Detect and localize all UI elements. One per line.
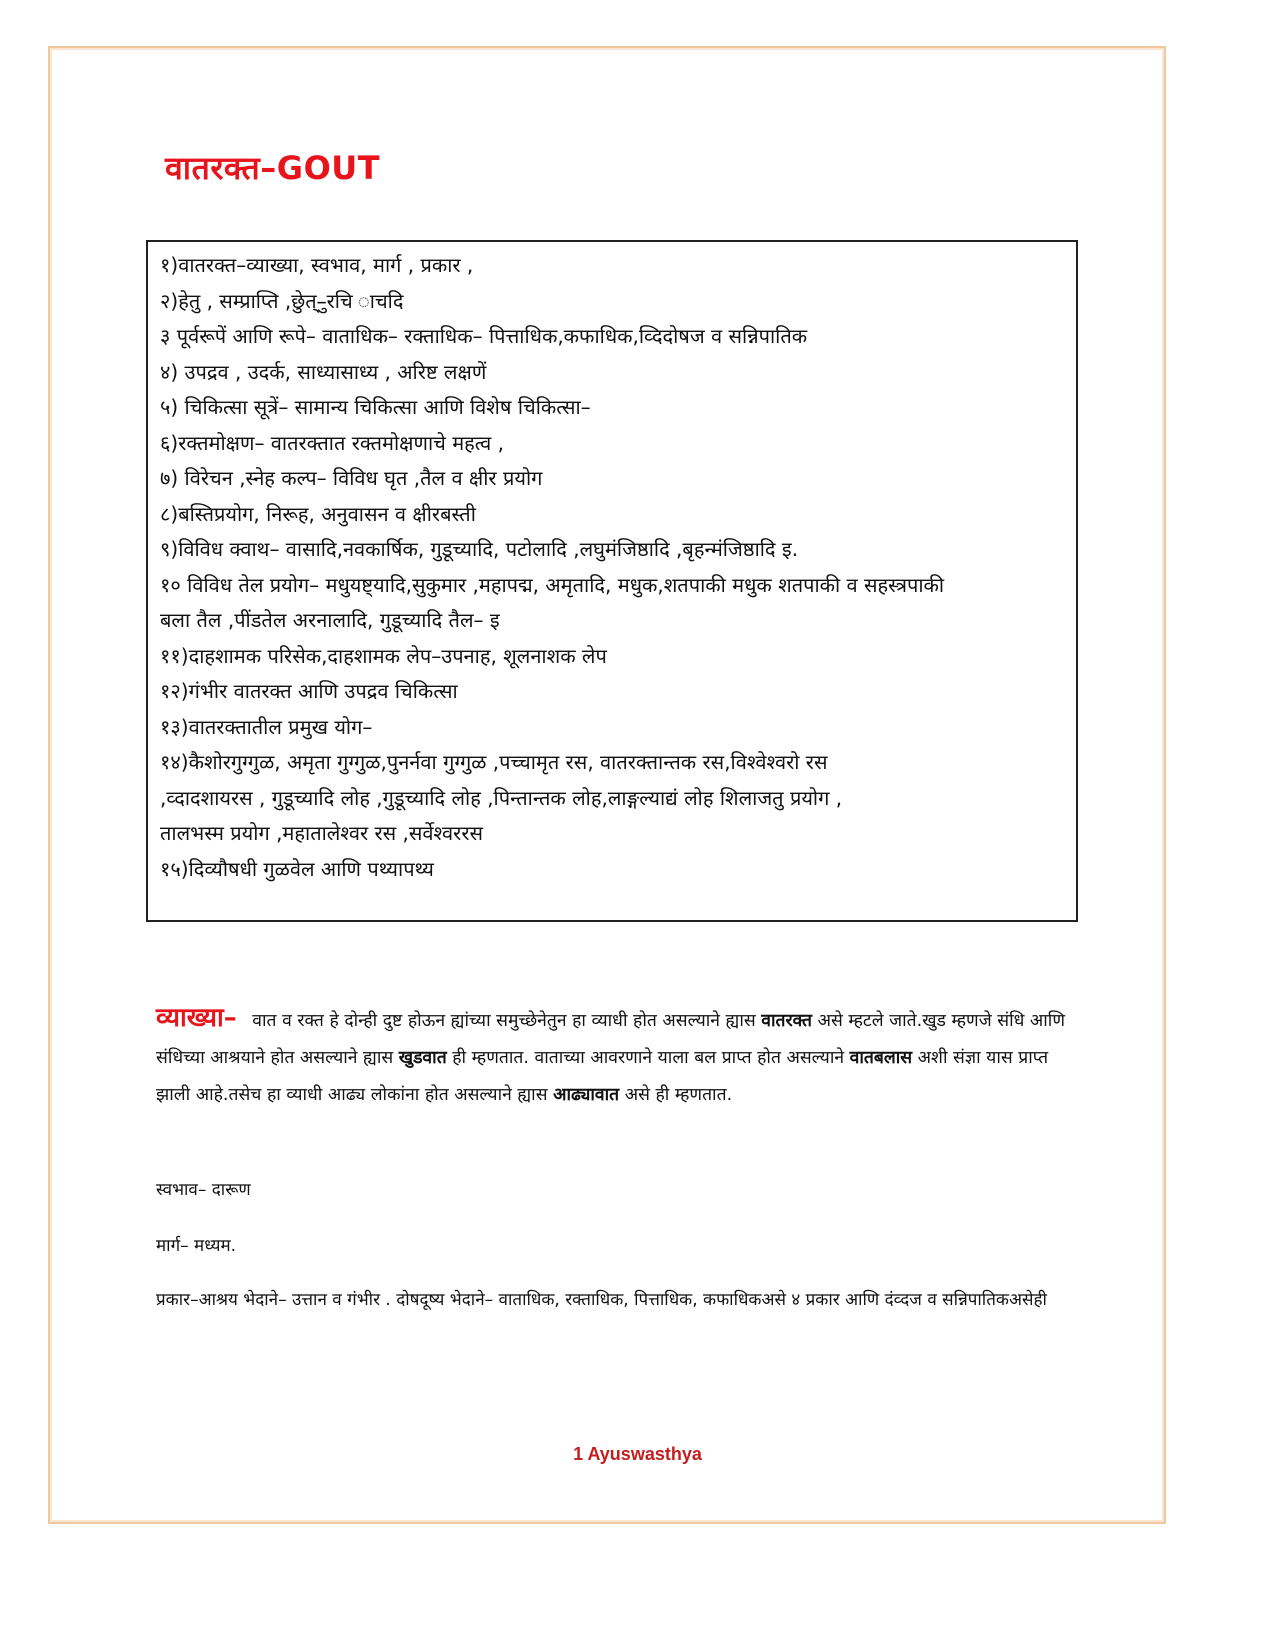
contents-line: तालभस्म प्रयोग ,महातालेश्वर रस ,सर्वेश्वररस — [160, 821, 484, 845]
contents-line: ९)विविध क्वाथ– वासादि,नवकार्षिक, गुडूच्यादि, पटोलादि ,लघुमंजिष्ठादि ,बृहन्मंजिष्ठादि इ. — [160, 537, 799, 561]
term-khudavat: खुडवात — [398, 1048, 447, 1068]
definition-text: असे ही म्हणतात. — [619, 1085, 733, 1105]
definition-text: असे म्हटले जाते.खुड म्हणजे संधि आणि संधिच्या आश्रयाने होत असल्याने ह्यास — [156, 1011, 1065, 1068]
contents-line: १४)कैशोरगुग्गुळ, अमृता गुग्गुळ,पुनर्नवा गुग्गुळ ,पच्चामृत रस, वातरक्तान्तक रस,विश्वेश्वरो रस — [160, 750, 828, 774]
marg-line: मार्ग– मध्यम. — [156, 1236, 237, 1256]
contents-line: ८)बस्तिप्रयोग, निरूह, अनुवासन व क्षीरबस्ती — [160, 501, 476, 526]
svabhav-line: स्वभाव– दारूण — [156, 1180, 251, 1200]
contents-line: २)हेतु , सम्प्राप्ति ,छेुत्–ुरचि ाचदि — [160, 288, 404, 313]
definition-text: वात व रक्त हे दोन्ही दुष्ट होऊन ह्यांच्या समुच्छेनेतुन हा व्याधी होत असल्याने ह्यास — [246, 1011, 762, 1031]
contents-line: ७) विरेचन ,स्नेह कल्प– विविध घृत ,तैल व क्षीर प्रयोग — [160, 466, 543, 490]
term-vatarakta: वातरक्त — [761, 1011, 813, 1031]
contents-line: १)वातरक्त–व्याख्या, स्वभाव, मार्ग , प्रकार , — [160, 253, 474, 277]
term-adhyavat: आढ्यावात — [553, 1085, 620, 1105]
definition-paragraph — [156, 1000, 1066, 1114]
definition-heading: व्याख्या– — [156, 1003, 237, 1033]
contents-line: ११)दाहशामक परिसेक,दाहशामक लेप–उपनाह, शूलनाशक लेप — [160, 643, 607, 668]
contents-line: बला तैल ,पींडतेल अरनालादि, गुडूच्यादि तैल– इ — [160, 608, 500, 632]
page-footer: 1 Ayuswasthya — [573, 1444, 702, 1464]
contents-line: ,व्दादशायरस , गुडूच्यादि लोह ,गुडूच्यादि लोह ,पिन्तान्तक लोह,लाङ्गल्याद्यं लोह शिलाजतु प्रयोग , — [160, 785, 843, 810]
contents-box — [146, 240, 1078, 922]
contents-line: १३)वातरक्तातील प्रमुख योग– — [160, 714, 373, 739]
contents-line: १२)गंभीर वातरक्त आणि उपद्रव चिकित्सा — [160, 679, 458, 703]
contents-line: १० विविध तेल प्रयोग– मधुयष्ट्यादि,सुकुमार ,महापद्म, अमृतादि, मधुक,शतपाकी मधुक शतपाकी व सहस्त्रपाकी — [160, 572, 945, 597]
contents-line: ५) चिकित्सा सूत्रें– सामान्य चिकित्सा आणि विशेष चिकित्सा– — [160, 395, 591, 419]
contents-line: ६)रक्तमोक्षण– वातरक्तात रक्तमोक्षणाचे महत्व , — [160, 430, 504, 455]
contents-line: १५)दिव्यौषधी गुळवेल आणि पथ्यापथ्य — [160, 856, 434, 881]
page-title: वातरक्त–GOUT — [165, 149, 381, 187]
contents-line: ३ पूर्वरूपें आणि रूपे– वाताधिक– रक्ताधिक– पित्ताधिक,कफाधिक,व्दिदोषज व सन्निपातिक — [160, 324, 808, 348]
term-vatabalas: वातबलास — [849, 1048, 913, 1068]
definition-text: अशी संज्ञा यास प्राप्त झाली आहे.तसेच हा व्याधी आढ्य लोकांना होत असल्याने ह्यास — [156, 1048, 1049, 1105]
contents-line: ४) उपद्रव , उदर्क, साध्यासाध्य , अरिष्ट लक्षणें — [160, 359, 487, 384]
prakar-paragraph: प्रकार–आश्रय भेदाने– उत्तान व गंभीर . दोषदूष्य भेदाने– वाताधिक, रक्ताधिक, पित्ताधिक, कफाधिकअसे ४ प्रकार आणि दंव्दज व सन्निपातिकअसेही — [156, 1290, 1047, 1310]
definition-text: ही म्हणतात. वाताच्या आवरणाने याला बल प्राप्त होत असल्याने — [446, 1048, 850, 1068]
